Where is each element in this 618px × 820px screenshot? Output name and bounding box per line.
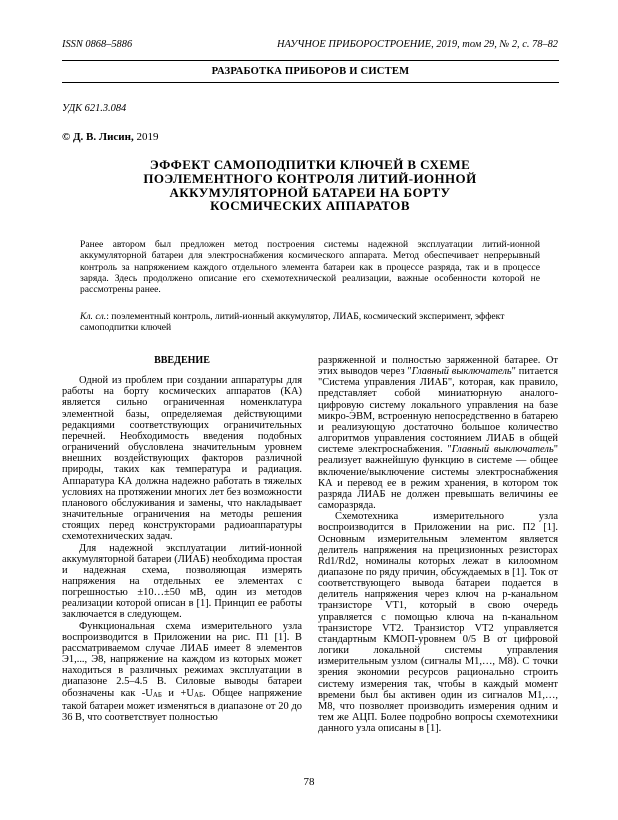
keywords xyxy=(80,311,540,334)
paragraph: Для надежной эксплуатации литий-ионной аккумуляторной батареи (ЛИАБ) необходима простая и надежная схема, позволяющая измерять напряжения на отдельных ее элементах с погрешностью ±10…±50 мВ, один из методов реализации которой описан в [1]. Принцип ее работы заключается в следующем. xyxy=(62,542,302,621)
right-column xyxy=(318,355,558,734)
paragraph-text: " питается "Система управления ЛИАБ", которая, как правило, представляет собой миниатюрную аналого-цифровую систему локального управления на базе микро-ЭВМ, встроенную непосредственно в батарею и реализующую достаточно большое количество алгоритмов управления состоянием ЛИАБ в общей системе электроснабжения. " xyxy=(318,366,558,456)
paragraph: Схемотехника измерительного узла воспроизводится в Приложении на рис. П2 [1]. Основным измерительным элементом является делитель напряжения на прецизионных резисторах Rd1/Rd2, номиналы которых лежат в килоомном диапазоне по ряду причин, обсуждаемых в [1]. Ток от соответствующего вывода батареи подается в делитель напряжения через ключ на p-канальном транзисторе VT1, который в свою очередь управляется с помощью ключа на n-канальном транзисторе VT2. Транзистор VT2 управляется стандартным КМОП-уровнем 0/5 В от цифровой логики локальной системы управления измерительным узлом (сигналы M1,…, M8). С точки зрения экономии ресурсов рационально строить систему измерения так, чтобы в каждый момент времени был бы активен один из сигналов M1,…, M8, что позволяет производить измерения одним и тем же АЦП. Более подробно вопросы схемотехники данного узла описаны в [1]. xyxy=(318,511,558,735)
title-line: ЭФФЕКТ САМОПОДПИТКИ КЛЮЧЕЙ В СХЕМЕ xyxy=(149,157,471,172)
copyright-sign: © xyxy=(62,131,71,143)
section-heading: ВВЕДЕНИЕ xyxy=(154,355,210,366)
paragraph xyxy=(318,355,558,511)
author-line xyxy=(62,131,158,143)
title-line: ПОЭЛЕМЕНТНОГО КОНТРОЛЯ ЛИТИЙ-ИОННОЙ xyxy=(143,170,477,186)
subscript: АБ xyxy=(193,690,204,699)
author-year: 2019 xyxy=(136,131,159,143)
paper-title xyxy=(90,158,530,213)
abstract: Ранее автором был предложен метод построения системы надежной эксплуатации литий-ионной аккумуляторной батареи для электроснабжения космического аппарата. Метод обеспечивает непрерывный контроль за напряжением каждого отдельного элемента батареи как в процессе разряда, так и в процессе заряда. Здесь продолжено описание его схемотехнической реализации, важные особенности которой не рассмотрены ранее. xyxy=(80,239,540,296)
italic-term: Главный выключатель xyxy=(411,366,512,378)
paragraph-text: Функциональная схема измерительного узла воспроизводится в Приложении на рис. П1 [1]. В рассматриваемом случае ЛИАБ имеет 8 элементов Э1,..., Э8, напряжение на каждом из которых может находиться в различных режимах эксплуатации в диапазоне 2.5–4.5 В. Силовые выводы батареи обозначены как -U xyxy=(62,620,302,699)
paragraph-text: " реализует важнейшую функцию в системе — общее включение/выключение системы электроснабжения КА и перевод ее в режим хранения, в котором ток разряда ЛИАБ не должен превышать величины ее саморазряда. xyxy=(318,444,558,512)
issn: ISSN 0868–5886 xyxy=(62,39,133,50)
paragraph: Одной из проблем при создании аппаратуры для работы на борту космических аппаратов (КА) является сильно ограниченная номенклатура элементной базы, определяемая действующими редакциями соответствующих ограничительных перечней. Необходимость введения подобных ограничений обусловлена значительным уровнем внешних воздействующих факторов различной природы, таких как температура и радиация. Аппаратура КА должна надежно работать в тяжелых условиях на протяжении многих лет без возможности планового обслуживания и замены, что накладывает значительные ограничения на методы решения стоящих перед конструкторами радиоаппаратуры схемотехнических задач. xyxy=(62,375,302,543)
title-line: АККУМУЛЯТОРНОЙ БАТАРЕИ НА БОРТУ xyxy=(169,184,451,200)
subscript: АБ xyxy=(152,690,162,699)
header-rule-bottom xyxy=(62,82,559,83)
page-number: 78 xyxy=(303,776,315,788)
author-name: Д. В. Лисин, xyxy=(72,131,134,143)
paragraph-text: . Общее напряжение такой батареи может изменяться в диапазоне от 20 до 36 В, что соответствует полностью xyxy=(62,687,302,723)
paragraph-text: разряженной и полностью заряженной батарее. От этих выводов через " xyxy=(318,355,558,378)
section-title: РАЗРАБОТКА ПРИБОРОВ И СИСТЕМ xyxy=(211,66,410,77)
paragraph-text: и +U xyxy=(161,687,194,699)
udk-code: УДК 621.3.084 xyxy=(62,103,127,114)
left-column xyxy=(62,355,302,723)
title-line: КОСМИЧЕСКИХ АППАРАТОВ xyxy=(210,198,410,214)
keywords-text: : поэлементный контроль, литий-ионный аккумулятор, ЛИАБ, космический эксперимент, эффект самоподпитки ключей xyxy=(80,311,505,334)
italic-term: Главный выключатель xyxy=(451,444,554,456)
header-rule-top xyxy=(62,60,559,61)
paragraph xyxy=(62,621,302,723)
keywords-label: Кл. сл. xyxy=(80,311,107,322)
journal-citation: НАУЧНОЕ ПРИБОРОСТРОЕНИЕ, 2019, том 29, № 2, с. 78–82 xyxy=(277,39,558,50)
